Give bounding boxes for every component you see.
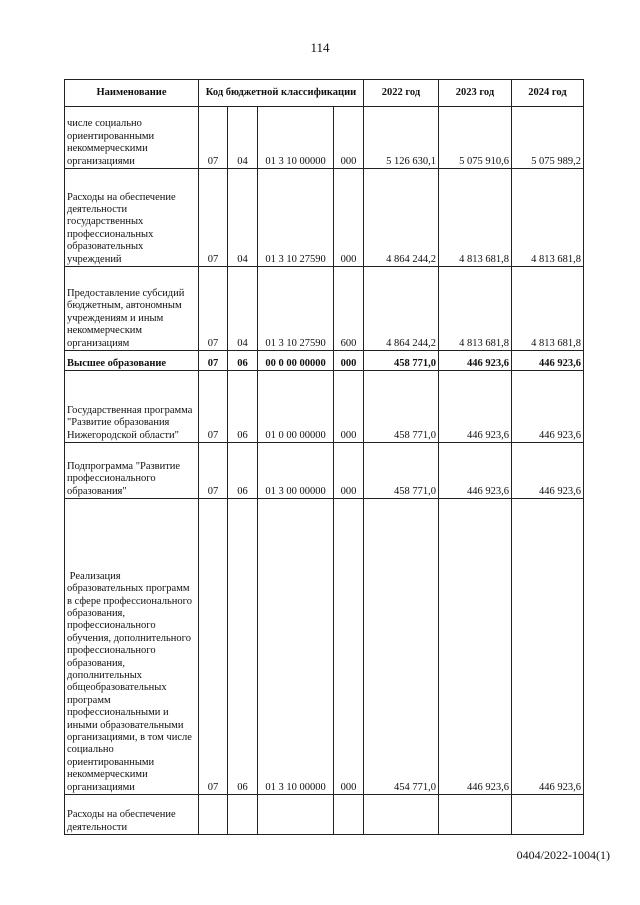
row-name: Расходы на обеспечение деятельности [65, 795, 199, 835]
header-year-2024: 2024 год [512, 80, 584, 107]
row-value-2022: 458 771,0 [364, 443, 439, 499]
row-target-article: 01 3 10 00000 [258, 499, 334, 795]
row-value-2023: 446 923,6 [439, 351, 512, 371]
row-section: 07 [199, 371, 228, 443]
row-value-2022: 458 771,0 [364, 351, 439, 371]
row-value-2023: 4 813 681,8 [439, 169, 512, 267]
row-target-article: 01 3 00 00000 [258, 443, 334, 499]
row-value-2024: 4 813 681,8 [512, 267, 584, 351]
row-name: Расходы на обеспечение деятельности государственных профессиональных образовательных учреждений [65, 169, 199, 267]
row-target-article: 01 3 10 27590 [258, 267, 334, 351]
row-value-2024: 5 075 989,2 [512, 107, 584, 169]
table-row [65, 351, 584, 371]
row-value-2023: 4 813 681,8 [439, 267, 512, 351]
table-row [65, 169, 584, 267]
document-registration-code: 0404/2022-1004(1) [516, 848, 610, 862]
header-name: Наименование [65, 80, 199, 107]
row-target-article: 00 0 00 00000 [258, 351, 334, 371]
header-year-2022: 2022 год [364, 80, 439, 107]
row-subsection: 06 [228, 443, 258, 499]
row-value-2024: 4 813 681,8 [512, 169, 584, 267]
row-section: 07 [199, 169, 228, 267]
row-expense-type: 600 [334, 267, 364, 351]
row-name: Подпрограмма "Развитие профессионального образования" [65, 443, 199, 499]
row-value-2024: 446 923,6 [512, 371, 584, 443]
row-subsection: 04 [228, 107, 258, 169]
row-value-2023 [439, 795, 512, 835]
row-section: 07 [199, 107, 228, 169]
table-header-row [65, 80, 584, 107]
row-value-2022: 454 771,0 [364, 499, 439, 795]
row-name: Высшее образование [65, 351, 199, 371]
row-name: Предоставление субсидий бюджетным, автономным учреждениям и иным некоммерческим организациям [65, 267, 199, 351]
row-value-2024: 446 923,6 [512, 351, 584, 371]
row-value-2022 [364, 795, 439, 835]
table-row [65, 107, 584, 169]
row-value-2023: 5 075 910,6 [439, 107, 512, 169]
row-expense-type: 000 [334, 351, 364, 371]
row-name: числе социально ориентированными некоммерческими организациями [65, 107, 199, 169]
row-subsection: 04 [228, 169, 258, 267]
row-expense-type: 000 [334, 443, 364, 499]
row-value-2022: 4 864 244,2 [364, 169, 439, 267]
row-target-article: 01 0 00 00000 [258, 371, 334, 443]
row-section: 07 [199, 499, 228, 795]
row-expense-type: 000 [334, 169, 364, 267]
row-section: 07 [199, 443, 228, 499]
header-budget-code: Код бюджетной классификации [199, 80, 364, 107]
row-expense-type: 000 [334, 371, 364, 443]
page-number: 114 [310, 40, 330, 55]
row-value-2023: 446 923,6 [439, 371, 512, 443]
table-row [65, 371, 584, 443]
row-value-2024: 446 923,6 [512, 499, 584, 795]
header-year-2023: 2023 год [439, 80, 512, 107]
row-value-2022: 5 126 630,1 [364, 107, 439, 169]
row-subsection [228, 795, 258, 835]
row-target-article: 01 3 10 27590 [258, 169, 334, 267]
row-section: 07 [199, 267, 228, 351]
row-value-2023: 446 923,6 [439, 443, 512, 499]
row-value-2022: 458 771,0 [364, 371, 439, 443]
table-row [65, 267, 584, 351]
row-section: 07 [199, 351, 228, 371]
budget-table [64, 79, 584, 835]
row-subsection: 06 [228, 499, 258, 795]
row-target-article: 01 3 10 00000 [258, 107, 334, 169]
row-expense-type: 000 [334, 107, 364, 169]
table-row [65, 443, 584, 499]
row-expense-type [334, 795, 364, 835]
table-row [65, 795, 584, 835]
row-value-2024: 446 923,6 [512, 443, 584, 499]
row-section [199, 795, 228, 835]
table-row [65, 499, 584, 795]
row-target-article [258, 795, 334, 835]
row-subsection: 06 [228, 351, 258, 371]
row-expense-type: 000 [334, 499, 364, 795]
row-subsection: 04 [228, 267, 258, 351]
row-value-2024 [512, 795, 584, 835]
row-value-2023: 446 923,6 [439, 499, 512, 795]
row-value-2022: 4 864 244,2 [364, 267, 439, 351]
row-name: Государственная программа "Развитие образования Нижегородской области" [65, 371, 199, 443]
row-name: Реализация образовательных программ в сфере профессионального образования, профессионального обучения, дополнительного профессионального образования, дополнительных общеобразовательных программ профессиональными и иными образовательными организациями, в том числе социально ориентированными некоммерческими организациями [65, 499, 199, 795]
row-subsection: 06 [228, 371, 258, 443]
